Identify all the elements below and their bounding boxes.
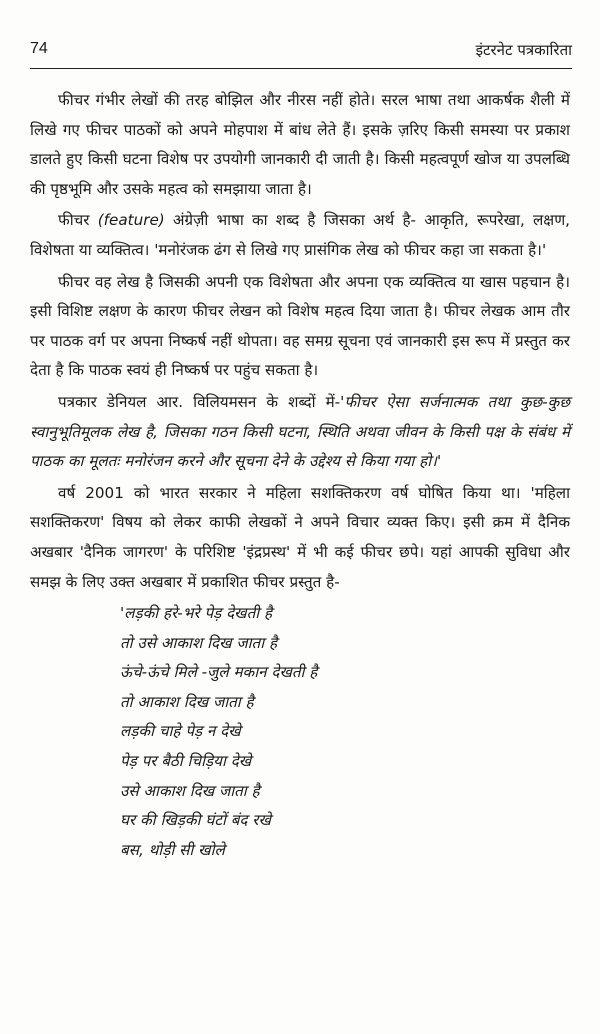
page-body	[30, 86, 570, 865]
paragraph-5: वर्ष 2001 को भारत सरकार ने महिला सशक्तिकरण वर्ष घोषित किया था। 'महिला सशक्तिकरण' विषय को लेकर काफी लेखकों ने अपने विचार व्यक्त किए। इसी क्रम में दैनिक अखबार 'दैनिक जागरण' के परिशिष्ट 'इंद्रप्रस्थ' में भी कई फीचर छपे। यहां आपकी सुविधा और समझ के लिए उक्त अखबार में प्रकाशित फीचर प्रस्तुत है-	[30, 483, 570, 591]
poem-line: लड़की चाहे पेड़ न देखे	[120, 722, 241, 741]
poem-line: बस, थोड़ी सी खोले	[120, 840, 225, 859]
page-number: 74	[30, 40, 48, 57]
poem-block	[120, 599, 570, 865]
page-header	[30, 40, 572, 76]
paragraph-4-quote: 'फीचर ऐसा सर्जनात्मक तथा कुछ-कुछ स्वानुभूतिमूलक लेख है, जिसका गठन किसी घटना, स्थिति अथवा जीवन के किसी पक्ष के संबंध में पाठक का मूलतः मनोरंजन करने और सूचना देने के उद्देश्य से किया गया हो।'	[30, 392, 570, 471]
paragraph-3: फीचर वह लेख है जिसकी अपनी एक विशेषता और अपना एक व्यक्तित्व या खास पहचान है। इसी विशिष्ट लक्षण के कारण फीचर लेखन को विशेष महत्व दिया जाता है। फीचर लेखक आम तौर पर पाठक वर्ग पर अपना निष्कर्ष नहीं थोपता। वह समग्र सूचना एवं जानकारी इस रूप में प्रस्तुत कर देता है कि पाठक स्वयं ही निष्कर्ष पर पहुंच सकता है।	[30, 272, 570, 380]
poem-line: घर की खिड़की घंटों बंद रखे	[120, 811, 271, 830]
poem-line: पेड़ पर बैठी चिड़िया देखे	[120, 752, 252, 771]
paragraph-4	[30, 388, 570, 477]
header-rule	[30, 68, 572, 69]
running-title: इंटरनेट पत्रकारिता	[475, 41, 572, 59]
paragraph-4-lead: पत्रकार डेनियल आर. विलियमसन के शब्दों में-	[58, 392, 341, 411]
paragraph-2	[30, 206, 570, 265]
paragraph-1: फीचर गंभीर लेखों की तरह बोझिल और नीरस नहीं होते। सरल भाषा तथा आकर्षक शैली में लिखे गए फीचर पाठकों को अपने मोहपाश में बांध लेते हैं। इसके ज़रिए किसी समस्या पर प्रकाश डालते हुए किसी घटना विशेष पर उपयोगी जानकारी दी जाती है। किसी महत्वपूर्ण खोज या उपलब्धि की पृष्ठभूमि और उसके महत्व को समझाया जाता है।	[30, 91, 570, 198]
poem-line: उसे आकाश दिख जाता है	[120, 781, 260, 800]
poem-line: 'लड़की हरे-भरे पेड़ देखती है	[120, 604, 273, 623]
poem-line: तो उसे आकाश दिख जाता है	[120, 633, 278, 652]
paragraph-2-rest: अंग्रेज़ी भाषा का शब्द है जिसका अर्थ है- आकृति, रूपरेखा, लक्षण, विशेषता या व्यक्तित्व। 'मनोरंजक ढंग से लिखे गए प्रासंगिक लेख को फीचर कहा जा सकता है।'	[30, 211, 570, 259]
poem-line: तो आकाश दिख जाता है	[120, 692, 254, 711]
poem-line: ऊंचे-ऊंचे मिले -जुले मकान देखती है	[120, 663, 318, 682]
paragraph-2-lead: फीचर	[58, 211, 98, 230]
paragraph-2-english-term: (feature)	[97, 211, 165, 230]
